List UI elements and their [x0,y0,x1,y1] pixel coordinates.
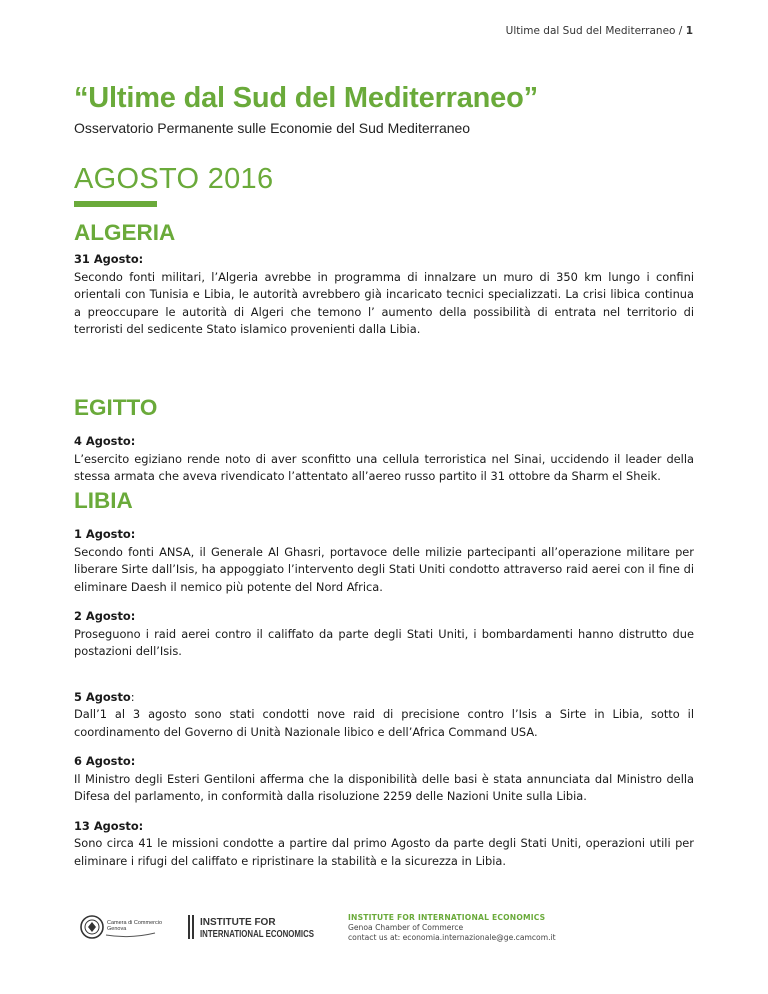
news-entry [74,433,694,486]
entry-text: Secondo fonti militari, l’Algeria avrebbe in programma di innalzare un muro di 350 km lungo i confini orientali con Tunisia e Libia, le autorità avrebbero già incaricato tecnici specializzati. La crisi libica continua a preoccupare le autorità di Algeri che temono l’ aumento della possibilità di entrata nel territorio di terroristi del sedicente Stato islamico provenienti dalla Libia. [74,269,694,336]
entry-date [74,689,694,707]
chamber-seal-icon [81,916,103,938]
month-heading: AGOSTO 2016 [74,163,274,195]
country-heading: LIBIA [74,488,133,513]
news-entry [74,526,694,596]
institute-logo-line1: INSTITUTE FOR [200,917,276,928]
footer-org-name: INSTITUTE FOR INTERNATIONAL ECONOMICS [348,913,546,922]
entry-text: Il Ministro degli Esteri Gentiloni afferma che la disponibilità delle basi è stata annunciata dal Ministro della Difesa del parlamento, in conformità dalla risoluzione 2259 delle Nazioni Unite sulla Libia. [74,771,694,803]
country-heading: EGITTO [74,395,158,420]
news-entry [74,818,694,871]
footer-contact [348,913,556,943]
page-number: 1 [685,25,693,37]
entry-date-suffix: : [130,689,135,704]
entry-text: Dall’1 al 3 agosto sono stati condotti nove raid di precisione contro l’Isis a Sirte in Libia, sotto il coordinamento del Governo di Unità Nazionale libico e dell’Africa Command USA. [74,707,694,739]
news-entry [74,608,694,661]
footer-contact-email[interactable]: contact us at: economia.internazionale@ge.camcom.it [348,933,556,942]
entry-date: 1 Agosto: [74,527,136,541]
section-algeria [74,220,694,339]
entry-date-label: 5 Agosto [74,689,131,704]
running-title: Ultime dal Sud del Mediterraneo / [505,25,683,37]
accent-rule [74,201,157,207]
chamber-logo-swoosh [106,933,155,937]
institute-logo-line2: INTERNATIONAL ECONOMICS [200,929,315,940]
chamber-logo-text: Camera di Commercio [107,920,163,926]
entry-text: L’esercito egiziano rende noto di aver sconfitto una cellula terroristica nel Sinai, uccidendo il leader della stessa armata che aveva rivendicato l’attentato all’aereo russo partito il 31 ottobre da Sharm el Sheik. [74,451,694,483]
footer-logos [80,912,320,942]
institute-bars-icon [188,915,194,939]
document-subtitle: Osservatorio Permanente sulle Economie del Sud Mediterraneo [74,120,471,136]
country-heading: ALGERIA [74,220,176,245]
news-entry [74,689,694,742]
running-header [506,25,693,37]
entry-date: 2 Agosto: [74,609,136,623]
entry-date: 13 Agosto: [74,818,144,833]
news-entry [74,753,694,806]
section-libia [74,488,694,870]
entry-date: 6 Agosto: [74,754,136,768]
entry-text: Secondo fonti ANSA, il Generale Al Ghasri, portavoce delle milizie partecipanti all’operazione militare per liberare Sirte dall’Isis, ha appoggiato l’intervento degli Stati Uniti condotto attraverso raid aerei con il fine di eliminare Daesh il nemico più potente del Nord Africa. [74,544,694,594]
entry-text: Proseguono i raid aerei contro il califfato da parte degli Stati Uniti, i bombardamenti hanno distrutto due postazioni dell’Isis. [74,626,694,658]
entry-text: Sono circa 41 le missioni condotte a partire dal primo Agosto da parte degli Stati Uniti, operazioni utili per eliminare i rifugi del califfato e ripristinare la stabilità e la sicurezza in Libia. [74,836,694,868]
entry-date: 31 Agosto: [74,252,144,266]
entry-date: 4 Agosto: [74,434,136,448]
news-entry [74,251,694,339]
document-title: “Ultime dal Sud del Mediterraneo” [74,82,538,114]
chamber-logo-subtext: Genova [107,926,127,932]
footer-org-sub: Genoa Chamber of Commerce [348,923,464,932]
section-egitto [74,395,694,486]
footer-logo-svg [80,912,320,942]
